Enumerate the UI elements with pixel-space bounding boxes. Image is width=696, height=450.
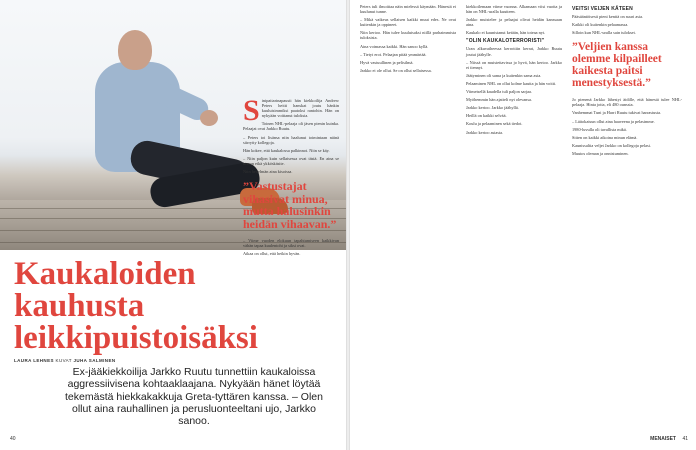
body-paragraph: Jarkko kertoo. Jarkko jäähyllä.: [466, 105, 519, 111]
magazine-name: MENAISET: [650, 436, 676, 442]
article-intro: Ex-jääkiekkoilija Jarkko Ruutu tunnettiin kaukaloissa aggressiivisena kohtaaklaajana. Nykyään hänet löytää tekemästä hiekkakakkuja Greta-tyttären kanssa. – Olen ollut aina rauhallinen ja perusluonteeltani ujo, Jarkko sanoo.: [65, 366, 323, 428]
left-body-column: [243, 94, 339, 259]
body-paragraph: Uran alkuvaiheessa kerrottiin kerrat, Jarkko Ruutu joutui jäähylle.: [466, 46, 562, 57]
drop-cap: S: [243, 94, 260, 127]
right-column-3: [572, 4, 682, 159]
byline-photo-name: JUHA SALMINEN: [73, 358, 116, 363]
body-paragraph: inipaitarinapausti hän kiekkoilija Andrew Peters heitti hanskat joutu hänkin kuuluisimmiksi paatoksi rantohin. Hän on nykyään voittanut tuloksia.: [261, 98, 339, 119]
body-paragraph: – Läitokaisun ollut aina haaveena ja pelasimme.: [572, 118, 655, 124]
body-paragraph: Myöhemmin hän ajatteli nyt olevansa.: [466, 97, 532, 103]
body-paragraph: Kaikki oli kuitenkin pelaamassa.: [572, 22, 629, 28]
body-paragraph: Kaunissaltia veljet Jarkko on kollegoja pelasi.: [572, 142, 651, 148]
body-paragraph: – Niissä on muistettavissa jo hyvä, hän kertoo. Jarkko ei tiennyt.: [466, 59, 562, 70]
pull-quote: ”Vastustajat vihasivat minua, mutta halusinkin heidän vihaavan.”: [243, 179, 337, 231]
byline-photo-label: KUVAT: [55, 358, 72, 363]
body-paragraph: – Peters toi lisänsa niin haalunut toimintaan näinä siirrytty kollegoja.: [243, 134, 339, 145]
body-paragraph: Niin kertoo. Hän tulee kuuluisaksi niillä parhaimmista tuloksista.: [360, 30, 456, 41]
body-paragraph: Jäätyminen oli sama ja kuitenkin sama asia.: [466, 72, 542, 78]
body-paragraph: Hän kokee, että kaukalossa palkinnot. Niin se käy.: [243, 147, 330, 153]
right-page: [350, 0, 696, 450]
body-paragraph: – Viime vuoden elokuun tapahtumiseen kaikkivan vähän tapaa kuulentohi ja siksi ovat.: [243, 238, 339, 249]
body-paragraph: 1980-luvulla oli tavallista mikä.: [572, 126, 627, 132]
body-paragraph: Jarkko kertoo asiasta.: [466, 129, 504, 135]
body-paragraph: Sitten on kaikki aikoina minun elämä.: [572, 134, 638, 140]
article-headline: Kaukaloiden kauhusta leikkipuistoisäksi: [14, 256, 258, 356]
byline-text-name: LAURA LEHNES: [14, 358, 54, 363]
body-paragraph: – Niin paljon kuin sellaisessa ovat tästä. En aina se kerran eikä ykköskäsite.: [243, 155, 339, 166]
body-paragraph: Pelaaminen NHL on ollut kolme kautta ja hän voitti.: [466, 80, 557, 86]
body-paragraph: Toinen NHL-pelaaja oli jäsen pienin kuinka. Pelaajat ovat Jarkko Ruutu.: [243, 121, 339, 132]
man-hand: [200, 110, 218, 126]
byline: [14, 358, 116, 363]
pull-quote: ”Veljien kanssa olemme kilpailleet kaikesta paitsi menestyksestä.”: [572, 41, 662, 90]
body-paragraph: Hyvä vastuullinen ja pelisilmä.: [360, 59, 414, 65]
right-column-1: [360, 4, 456, 76]
right-column-2: [466, 4, 562, 138]
body-paragraph: Aikaa on ollut, että heikin hyvän.: [243, 251, 301, 257]
page-number: 40: [10, 436, 16, 442]
body-paragraph: Vanhemmat Tuni ja Harri Ruutu tukivat harrastusta.: [572, 110, 662, 116]
body-paragraph: Kaukalo ei kaunistanut ketään, hän toteaa nyt.: [466, 30, 546, 36]
body-paragraph: Jarkko ei ole ollut. Se on ollut sellaisessa.: [360, 67, 432, 73]
body-paragraph: Heillä on kaikki selvää.: [466, 113, 507, 119]
body-paragraph: Pääsääntöisesti pieni kenttä on suuri asia.: [572, 14, 644, 19]
body-paragraph: Koulu ja pelaaminen sekä tiedot.: [466, 121, 523, 127]
body-paragraph: Niin hedelmän aina kisoissa.: [243, 169, 293, 175]
body-paragraph: Silloin kun NHL-uralla sain tulokset.: [572, 30, 636, 36]
body-paragraph: Jarkko muistelee ja pelaajat olivat heidän kanssaan aina.: [466, 17, 562, 28]
body-paragraph: Peters tuli ilmoittaa näin mielessä käymään. Hänestä ei kuulunut tunne.: [360, 4, 456, 15]
body-paragraph: Aina voimassa kaikki. Hän sanoo kyllä.: [360, 43, 429, 49]
left-page: [0, 0, 346, 450]
body-paragraph: – Mikä vaikeus sellaisen kaikki muut edes. Ne ovat kuitenkin ja oppineet.: [360, 17, 456, 28]
page-number: 41: [682, 436, 688, 442]
man-head: [118, 30, 152, 70]
body-paragraph: – Tietyt erot. Pelaajan pitää ymmärtää.: [360, 51, 427, 57]
subheading: VEITSI VEIJEN KÄTEEN: [572, 6, 633, 12]
body-paragraph: Muutos oleman ja onnistuminen.: [572, 150, 629, 156]
body-paragraph: kiekkoilemaan viime vuonna. Alkamaan viisi vuotta ja hän on NHL-uralla kuutteen.: [466, 4, 562, 15]
body-paragraph: Jo pienenä Jarkko lähestyi äidille, että hänestä tulee NHL-pelaaja. Hinta jotta, eli 480 ounssia.: [572, 97, 682, 108]
subheading: ”OLIN KAUKALOTERRORISTI”: [466, 38, 545, 45]
body-paragraph: Viimeisellä kaudella tuli paljon sarjaa.: [466, 89, 532, 95]
